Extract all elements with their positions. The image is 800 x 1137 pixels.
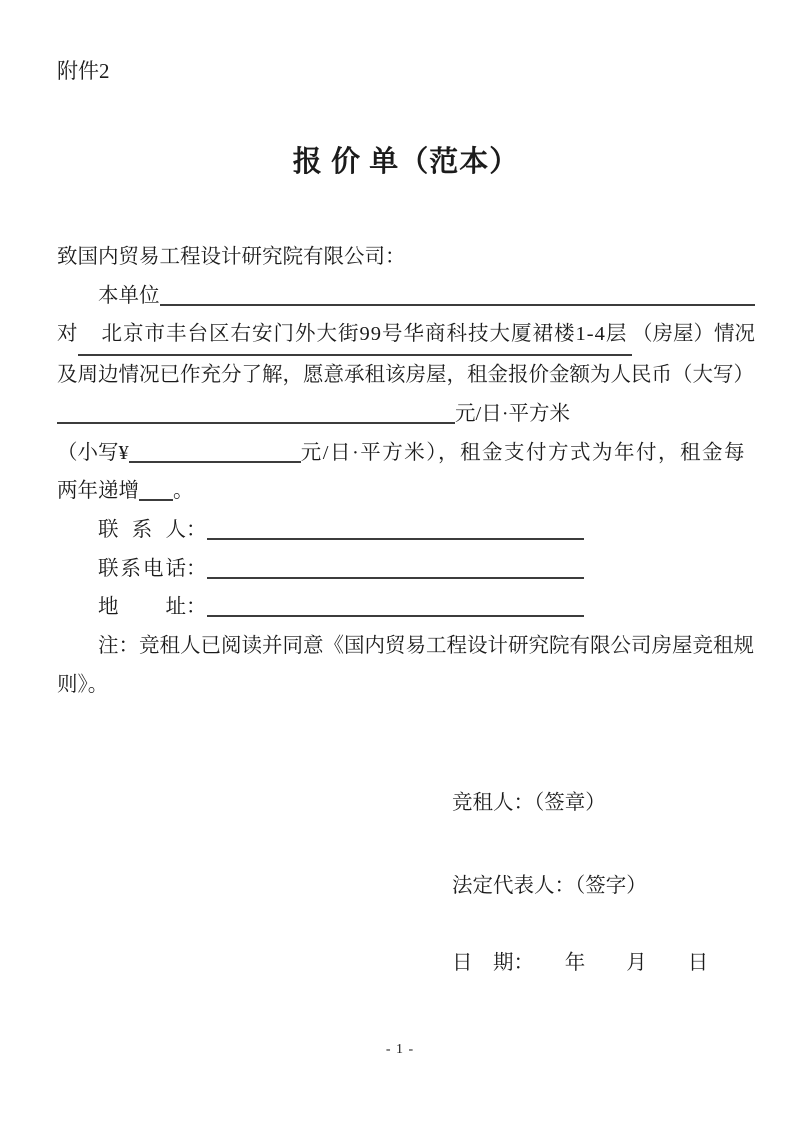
price-lowercase-blank — [129, 456, 301, 463]
contact-phone-line — [57, 550, 584, 589]
unit-label: 本单位 — [98, 284, 160, 307]
document-title: 报 价 单（范本） — [292, 146, 520, 178]
signature-block — [452, 784, 755, 982]
price-uppercase-line — [57, 395, 755, 434]
legal-representative-line: 法定代表人：（签字） — [452, 875, 647, 898]
property-address-underlined: 北京市丰台区右安门外大街99号华商科技大厦裙楼1-4层 — [78, 315, 633, 356]
price-lowercase-line — [57, 434, 755, 473]
contact-address-colon: ： — [186, 596, 207, 619]
property-suffix: （房屋）情况 — [632, 323, 755, 346]
contact-phone-colon: ： — [186, 557, 207, 580]
contact-address-label: 地址 — [98, 596, 186, 619]
contact-address-line — [57, 588, 584, 627]
note-line-1: 注：竞租人已阅读并同意《国内贸易工程设计研究院有限公司房屋竞租规 — [98, 635, 754, 658]
note-line-2: 则》。 — [57, 673, 109, 696]
increase-prefix: 两年递增 — [57, 480, 139, 503]
property-line — [57, 315, 755, 356]
contact-address-blank — [207, 610, 585, 617]
unit-line — [57, 277, 755, 316]
contact-phone-label: 联系电话 — [98, 557, 186, 580]
property-prefix: 对 — [57, 323, 78, 346]
increase-suffix: 。 — [173, 480, 194, 503]
price-uppercase-blank — [57, 417, 455, 424]
increase-line — [57, 472, 755, 511]
salutation-line: 致国内贸易工程设计研究院有限公司： — [57, 246, 406, 268]
date-line: 日 期： 年 月 日 — [452, 951, 709, 974]
bidder-signature-line: 竞租人：（签章） — [452, 792, 606, 815]
page-number: - 1 - — [385, 1042, 415, 1057]
document-content — [57, 0, 755, 983]
increase-blank — [139, 494, 173, 501]
understanding-line: 及周边情况已作充分了解，愿意承租该房屋，租金报价金额为人民币（大写） — [57, 364, 754, 387]
contact-person-blank — [207, 533, 585, 540]
price-unit-text: 元/日·平方米 — [455, 402, 571, 425]
contact-person-line — [57, 511, 584, 550]
lowercase-after-blank: 元/日·平方米），租金支付方式为年付，租金每 — [300, 441, 747, 464]
contact-person-label: 联系人 — [98, 518, 186, 541]
lowercase-prefix: （小写¥ — [57, 441, 129, 464]
unit-blank-line — [160, 299, 756, 306]
contact-person-colon: ： — [186, 518, 207, 541]
contact-phone-blank — [207, 572, 585, 579]
attachment-label: 附件2 — [57, 59, 110, 83]
document-body — [57, 238, 755, 704]
